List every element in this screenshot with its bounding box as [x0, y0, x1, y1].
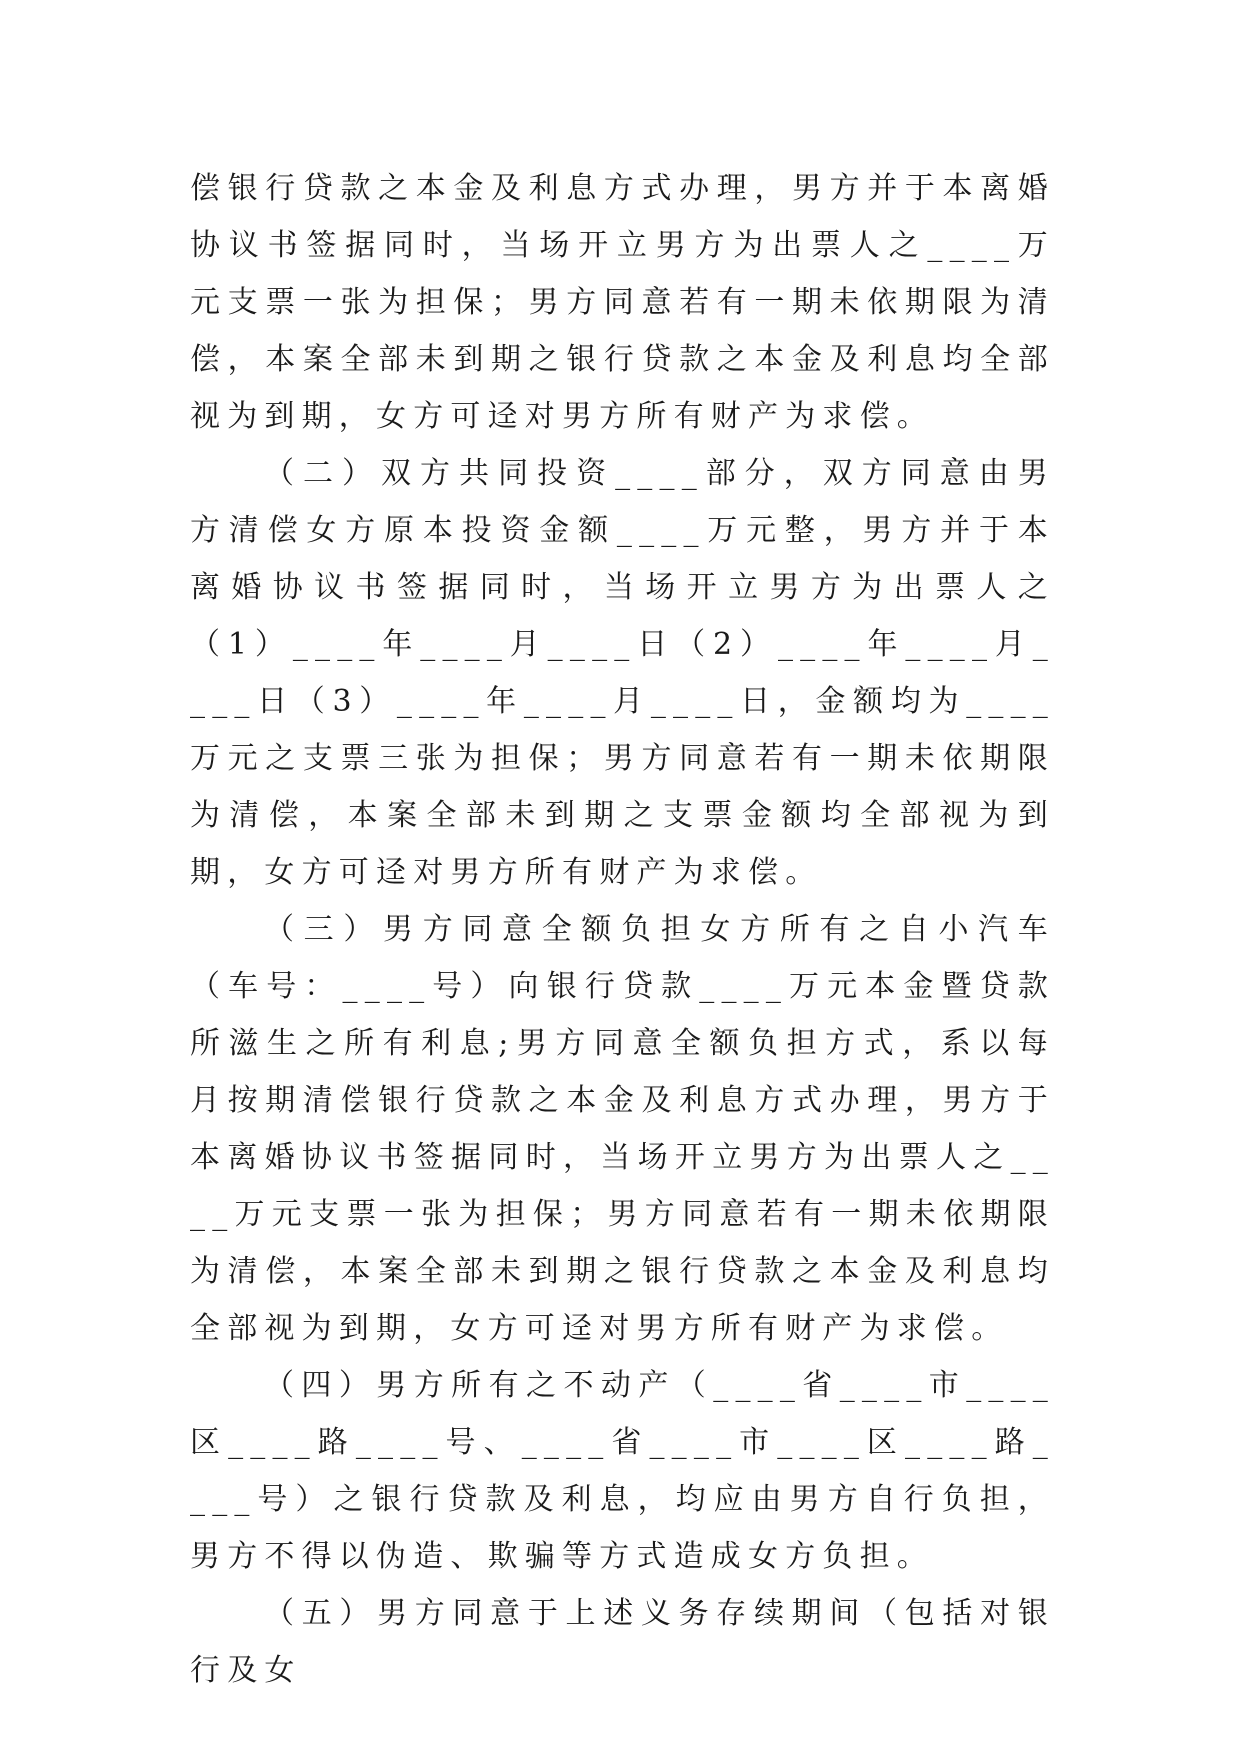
paragraph-clause-4: （四）男方所有之不动产（____省____市____区____路____号、____省____市____区____路____号）之银行贷款及利息，均应由男方自行负担，男方不得以伪造、欺骗等方式造成女方负担。: [190, 1368, 1055, 1574]
document-body: [190, 160, 1055, 1699]
paragraph-clause-2: （二）双方共同投资____部分，双方同意由男方清偿女方原本投资金额____万元整，男方并于本离婚协议书签据同时，当场开立男方为出票人之（1）____年____月____日（2）____年____月____日（3）____年____月____日，金额均为____万元之支票三张为担保；男方同意若有一期未依期限为清偿，本案全部未到期之支票金额均全部视为到期，女方可迳对男方所有财产为求偿。: [190, 456, 1055, 890]
paragraph-clause-5: （五）男方同意于上述义务存续期间（包括对银行及女: [190, 1596, 1055, 1688]
paragraph-continuation: 偿银行贷款之本金及利息方式办理，男方并于本离婚协议书签据同时，当场开立男方为出票人之____万元支票一张为担保；男方同意若有一期未依期限为清偿，本案全部未到期之银行贷款之本金及利息均全部视为到期，女方可迳对男方所有财产为求偿。: [190, 171, 1055, 434]
paragraph-clause-3: （三）男方同意全额负担女方所有之自小汽车（车号：____号）向银行贷款____万元本金暨贷款所滋生之所有利息;男方同意全额负担方式，系以每月按期清偿银行贷款之本金及利息方式办理，男方于本离婚协议书签据同时，当场开立男方为出票人之____万元支票一张为担保；男方同意若有一期未依期限为清偿，本案全部未到期之银行贷款之本金及利息均全部视为到期，女方可迳对男方所有财产为求偿。: [190, 912, 1055, 1346]
